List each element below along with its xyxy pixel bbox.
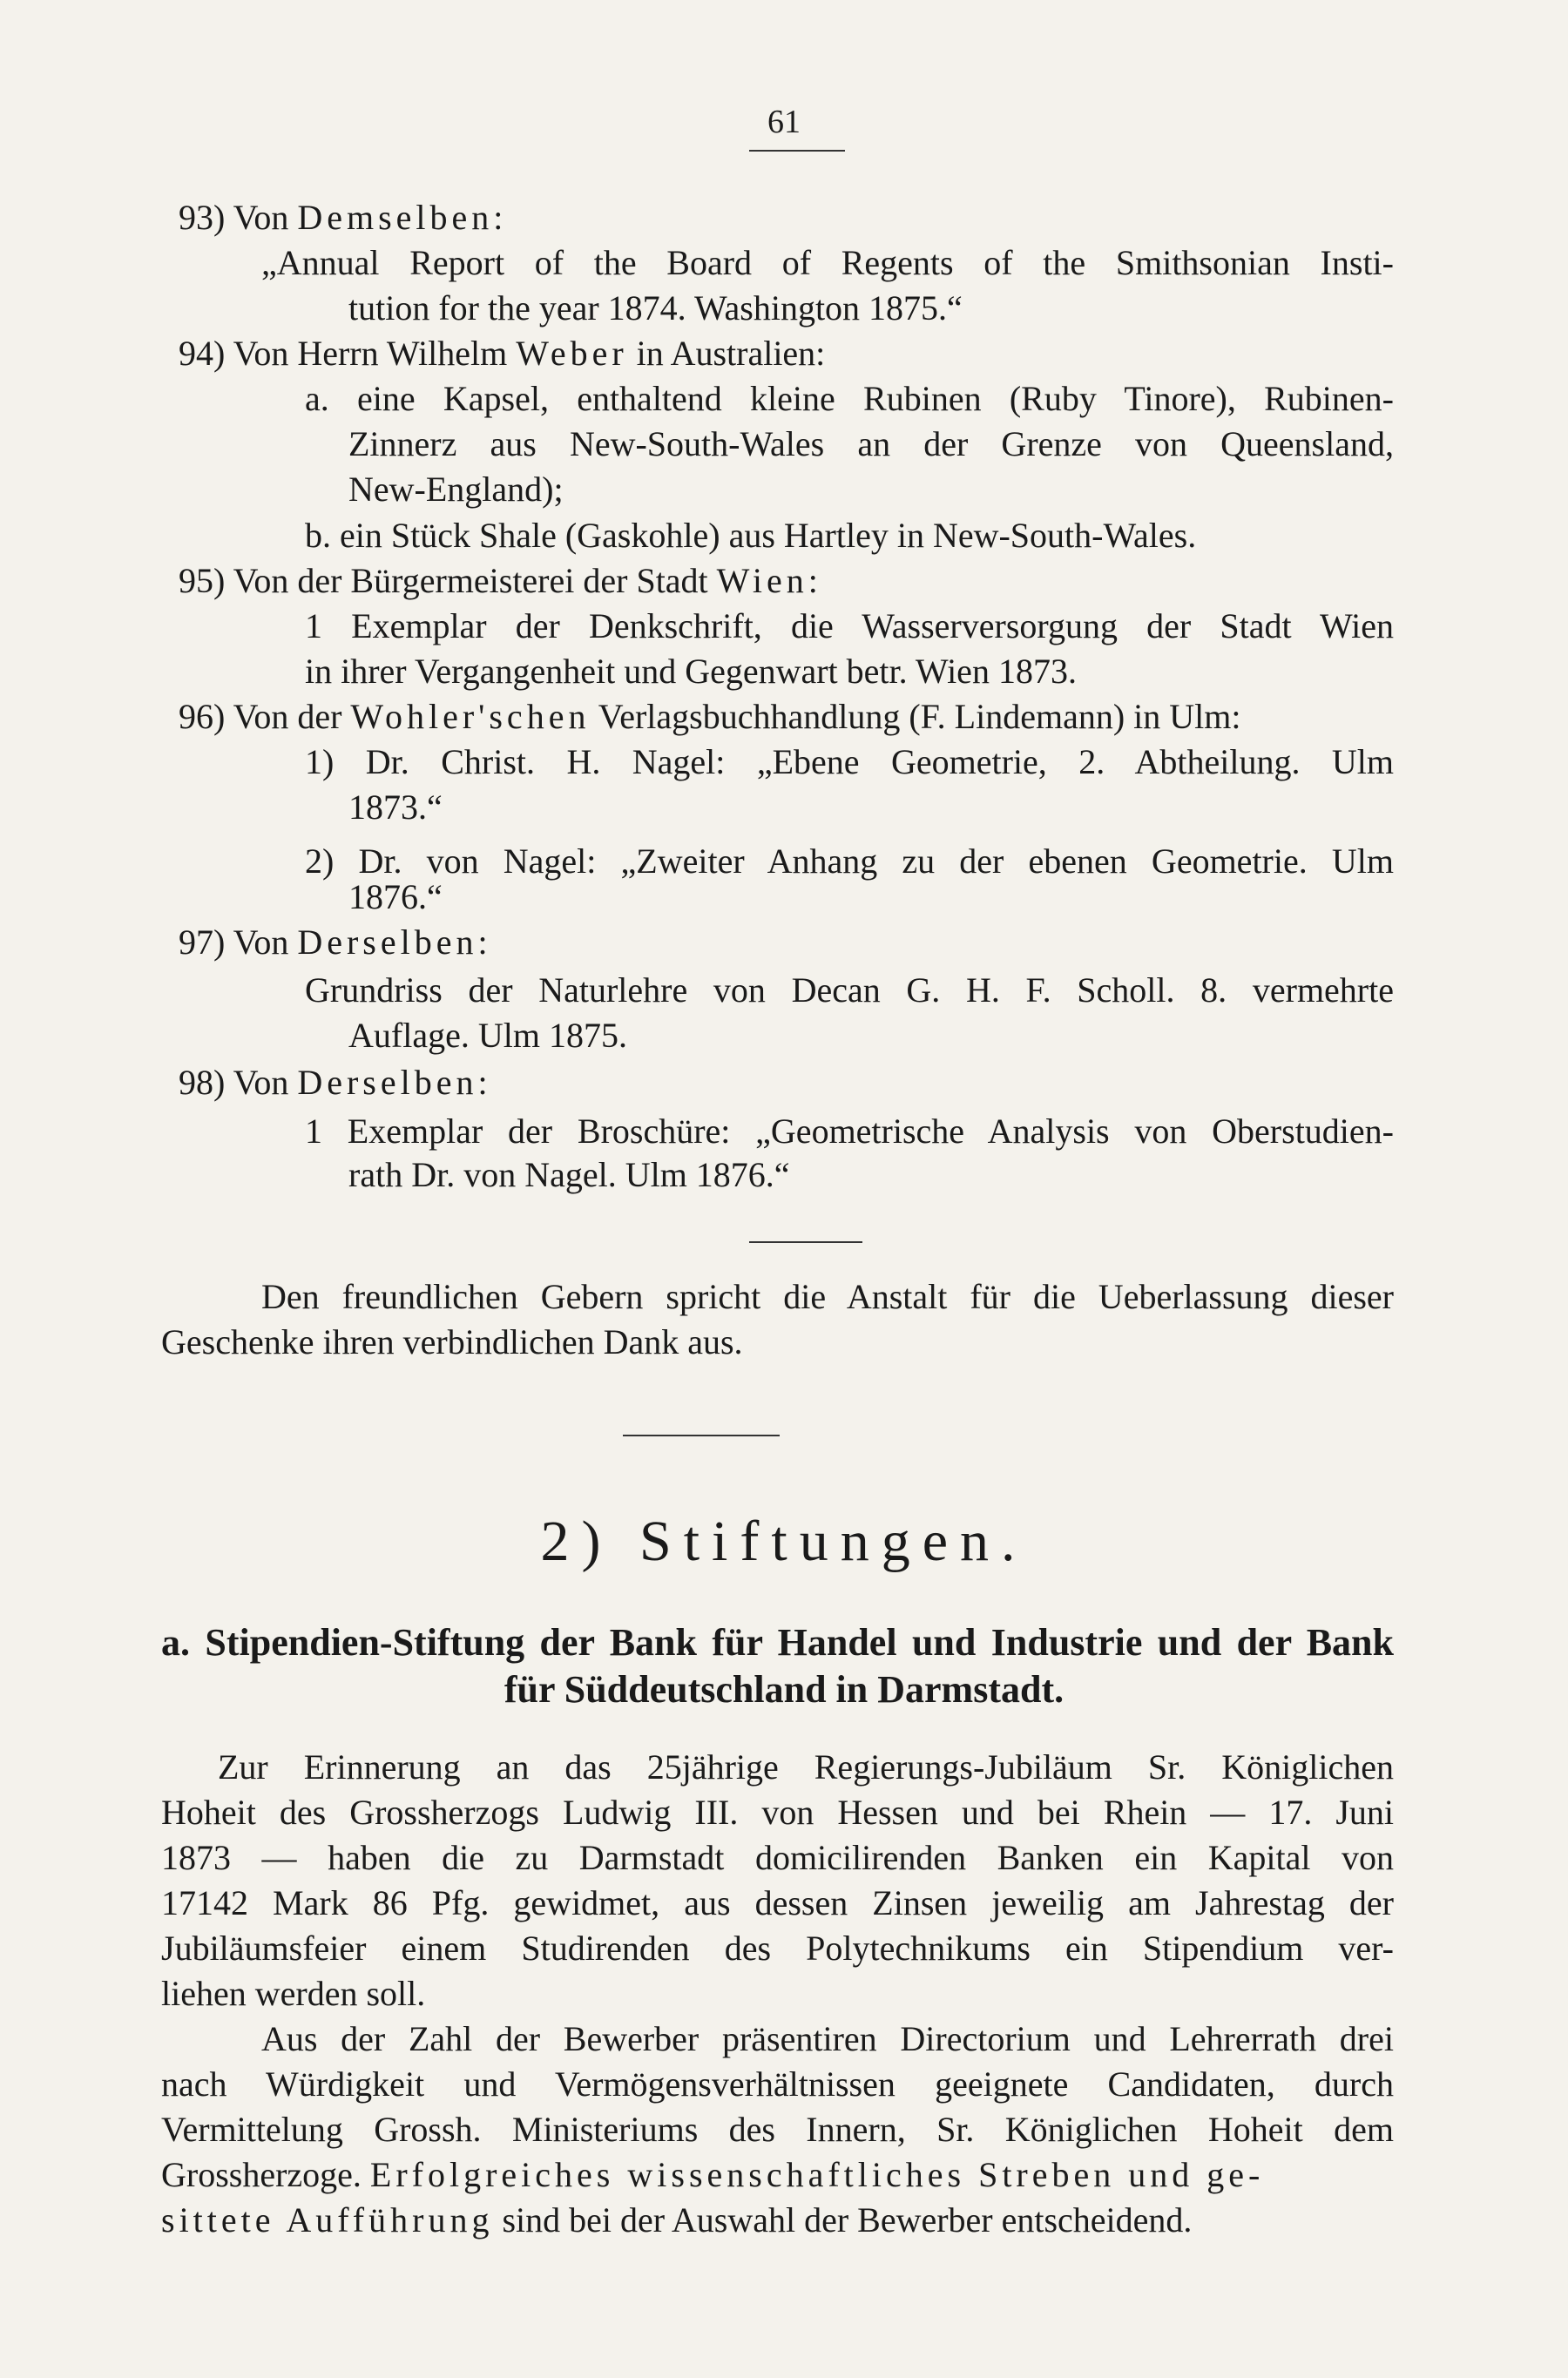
- entry-rest: Verlagsbuchhandlung (F. Lindemann) in Ulm:: [598, 697, 1241, 736]
- entry-95-header: [179, 560, 822, 602]
- entry-rest: in Australien:: [636, 334, 826, 373]
- entry-number: 96): [179, 697, 226, 736]
- entry-95-line-2: in ihrer Vergangenheit und Gegenwart betr. Wien 1873.: [305, 652, 1077, 691]
- entry-number: 95): [179, 561, 226, 600]
- paragraph-2-line-3: Vermittelung Grossh. Ministeriums des Innern, Sr. Königlichen Hoheit dem: [161, 2110, 1394, 2149]
- paragraph-1-line-5: Jubiläumsfeier einem Studirenden des Polytechnikums ein Stipendium ver-: [161, 1929, 1394, 1968]
- entry-94-b-line: b. ein Stück Shale (Gaskohle) aus Hartley in New-South-Wales.: [305, 516, 1197, 555]
- paragraph-2-line-5: [161, 2199, 1394, 2241]
- section-title: 2) Stiftungen.: [540, 1510, 1028, 1573]
- paragraph-1-line-3: 1873 — haben die zu Darmstadt domicilirenden Banken ein Kapital von: [161, 1838, 1394, 1877]
- entry-93-line-2: tution for the year 1874. Washington 1875.“: [348, 288, 963, 328]
- entry-98-line-1: 1 Exemplar der Broschüre: „Geometrische Analysis von Oberstudien-: [305, 1111, 1394, 1151]
- entry-number: 98): [179, 1063, 226, 1102]
- paragraph-2-line-2: nach Würdigkeit und Vermögensverhältnissen geeignete Candidaten, durch: [161, 2064, 1394, 2104]
- paragraph-2-line-5-end: sind bei der Auswahl der Bewerber entscheidend.: [502, 2200, 1193, 2240]
- entry-98-header: [179, 1062, 492, 1104]
- page-number-rule: [749, 150, 845, 152]
- entry-95-line-1: 1 Exemplar der Denkschrift, die Wasserversorgung der Stadt Wien: [305, 606, 1394, 645]
- thanks-line-2: Geschenke ihren verbindlichen Dank aus.: [161, 1322, 743, 1361]
- entry-94-a-line-2: Zinnerz aus New-South-Wales an der Grenze von Queensland,: [348, 424, 1394, 463]
- separator-rule: [749, 1241, 862, 1243]
- entry-donor: Wien:: [716, 561, 822, 600]
- entry-donor: Wohler'schen: [350, 697, 591, 736]
- entry-donor: Weber: [516, 334, 628, 373]
- entry-intro: Von der: [233, 697, 342, 736]
- entry-96-header: [179, 696, 1241, 738]
- entry-96-item-2-line-2: 1876.“: [348, 877, 443, 916]
- entry-intro: Von der Bürgermeisterei der Stadt: [233, 561, 708, 600]
- entry-97-header: [179, 922, 492, 963]
- entry-number: 97): [179, 922, 226, 962]
- separator-rule-2: [623, 1435, 780, 1436]
- entry-donor: Derselben:: [297, 1063, 492, 1102]
- entry-donor: Demselben:: [297, 198, 508, 237]
- paragraph-2-line-1: Aus der Zahl der Bewerber präsentiren Directorium und Lehrerrath drei: [261, 2019, 1394, 2058]
- entry-94-a-line-3: New-England);: [348, 470, 564, 509]
- paragraph-1-line-1: Zur Erinnerung an das 25jährige Regierungs-Jubiläum Sr. Königlichen: [218, 1747, 1394, 1787]
- paragraph-1-line-4: 17142 Mark 86 Pfg. gewidmet, aus dessen Zinsen jeweilig am Jahrestag der: [161, 1883, 1394, 1922]
- paragraph-2-line-4-spaced: Erfolgreiches wissenschaftliches Streben und ge-: [369, 2155, 1265, 2194]
- entry-intro: Von: [233, 198, 289, 237]
- entry-97-line-2: Auflage. Ulm 1875.: [348, 1016, 627, 1055]
- entry-94-a-line-1: a. eine Kapsel, enthaltend kleine Rubinen (Ruby Tinore), Rubinen-: [305, 379, 1394, 418]
- entry-number: 94): [179, 334, 226, 373]
- entry-96-item-1-line-2: 1873.“: [348, 787, 443, 827]
- subsection-title-line-2: für Süddeutschland in Darmstadt.: [504, 1668, 1064, 1711]
- entry-93-header: [179, 197, 507, 239]
- entry-intro: Von: [233, 1063, 289, 1102]
- entry-98-line-2: rath Dr. von Nagel. Ulm 1876.“: [348, 1155, 790, 1194]
- entry-96-item-2-line-1: 2) Dr. von Nagel: „Zweiter Anhang zu der ebenen Geometrie. Ulm: [305, 841, 1394, 881]
- thanks-line-1: Den freundlichen Gebern spricht die Anstalt für die Ueberlassung dieser: [261, 1277, 1394, 1316]
- paragraph-1-line-2: Hoheit des Grossherzogs Ludwig III. von Hessen und bei Rhein — 17. Juni: [161, 1793, 1394, 1832]
- entry-number: 93): [179, 198, 226, 237]
- entry-96-item-1-line-1: 1) Dr. Christ. H. Nagel: „Ebene Geometrie, 2. Abtheilung. Ulm: [305, 742, 1394, 781]
- paragraph-2-line-4: [161, 2154, 1394, 2196]
- entry-97-line-1: Grundriss der Naturlehre von Decan G. H. F. Scholl. 8. vermehrte: [305, 970, 1394, 1010]
- page-number: 61: [767, 104, 801, 140]
- entry-94-header: [179, 333, 825, 375]
- subsection-title-line-1: a. Stipendien-Stiftung der Bank für Handel und Industrie und der Bank: [161, 1621, 1394, 1664]
- paragraph-2-line-4-start: Grossherzoge.: [161, 2155, 362, 2194]
- entry-intro: Von Herrn Wilhelm: [233, 334, 508, 373]
- paragraph-2-line-5-spaced: sittete Aufführung: [161, 2200, 494, 2240]
- entry-intro: Von: [233, 922, 289, 962]
- entry-donor: Derselben:: [297, 922, 492, 962]
- paragraph-1-line-6: liehen werden soll.: [161, 1974, 426, 2013]
- entry-93-line-1: „Annual Report of the Board of Regents of the Smithsonian Insti-: [261, 243, 1394, 282]
